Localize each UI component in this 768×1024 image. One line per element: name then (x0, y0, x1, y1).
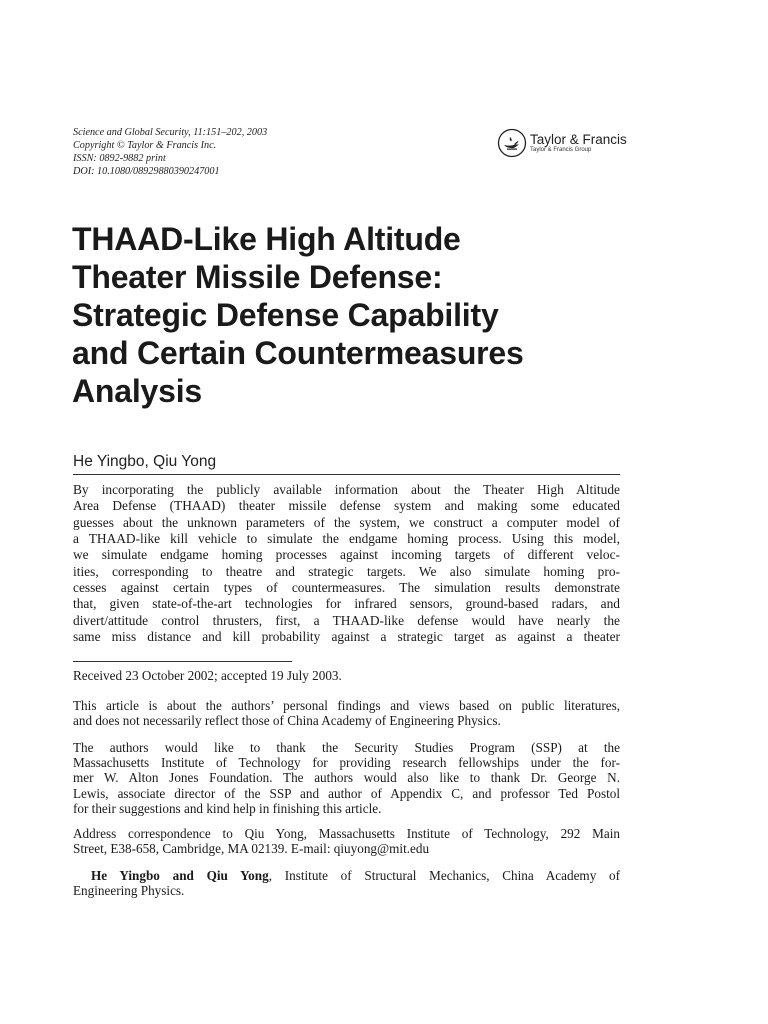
journal-citation-block (73, 126, 267, 178)
doi-line: DOI: 10.1080/08929880390247001 (73, 166, 220, 177)
affiliation-authors: He Yingbo and Qiu Yong (91, 868, 269, 883)
title-line: Strategic Defense Capability (72, 297, 499, 333)
footnote-divider (73, 661, 292, 662)
abstract-line: guesses about the unknown parameters of the system, we construct a computer model of (73, 514, 620, 530)
thanks-line: mer W. Alton Jones Foundation. The authors would also like to thank Dr. George N. (73, 770, 620, 786)
acknowledgements-note (73, 740, 620, 816)
author-list: He Yingbo, Qiu Yong (73, 453, 217, 470)
disclaimer-note (73, 698, 620, 728)
abstract-line: ities, corresponding to theatre and strategic targets. We also simulate homing pro- (73, 563, 620, 579)
affiliation-line: Engineering Physics. (73, 883, 185, 899)
abstract (73, 482, 620, 645)
address-line: Street, E38-658, Cambridge, MA 02139. E-mail: qiuyong@mit.edu (73, 841, 430, 857)
affiliation-note (73, 868, 620, 898)
abstract-line: divert/attitude control thrusters, first, a THAAD-like defense would have nearly the (73, 612, 620, 628)
lamp-logo-icon (497, 128, 527, 158)
received-line: Received 23 October 2002; accepted 19 July 2003. (73, 668, 342, 683)
thanks-line: Lewis, associate director of the SSP and author of Appendix C, and professor Ted Postol (73, 785, 620, 801)
abstract-line: same miss distance and kill probability against a strategic target as against a theater (73, 629, 620, 645)
thanks-line: for their suggestions and kind help in finishing this article. (73, 800, 382, 816)
abstract-line: we simulate endgame homing processes against incoming targets of different veloc- (73, 547, 620, 563)
thanks-line: The authors would like to thank the Security Studies Program (SSP) at the (73, 740, 620, 755)
address-line: Address correspondence to Qiu Yong, Massachusetts Institute of Technology, 292 Main (73, 826, 620, 841)
title-line: and Certain Countermeasures (72, 335, 524, 371)
correspondence-note (73, 826, 620, 856)
title-line: THAAD-Like High Altitude (72, 221, 461, 257)
disclaimer-line: and does not necessarily reflect those of China Academy of Engineering Physics. (73, 713, 501, 729)
publisher-logo (497, 128, 627, 158)
affiliation-institute: , Institute of Structural Mechanics, China Academy of (268, 868, 620, 883)
journal-citation: Science and Global Security, 11:151–202, 2003 (73, 127, 268, 138)
publisher-group: Taylor & Francis Group (530, 147, 592, 154)
paper-title (72, 220, 632, 410)
publisher-name: Taylor & Francis (530, 131, 627, 147)
abstract-line: that, given state-of-the-art technologies for infrared sensors, ground-based radars, and (73, 596, 620, 612)
title-line: Analysis (72, 373, 203, 409)
abstract-line: By incorporating the publicly available information about the Theater High Altitude (73, 482, 620, 497)
copyright-line: Copyright © Taylor & Francis Inc. (73, 140, 217, 151)
issn-line: ISSN: 0892-9882 print (73, 153, 166, 164)
thanks-line: Massachusetts Institute of Technology for providing research fellowships under the for- (73, 755, 620, 771)
title-line: Theater Missile Defense: (72, 259, 443, 295)
received-date (73, 668, 342, 683)
disclaimer-line: This article is about the authors’ personal findings and views based on public literatures, (73, 698, 620, 713)
abstract-line: a THAAD-like kill vehicle to simulate the endgame homing process. Using this model, (73, 531, 620, 547)
author-divider (73, 474, 620, 475)
abstract-line: Area Defense (THAAD) theater missile defense system and making some educated (73, 498, 620, 514)
abstract-line: cesses against certain types of countermeasures. The simulation results demonstrate (73, 580, 620, 596)
affiliation-line (73, 868, 620, 883)
